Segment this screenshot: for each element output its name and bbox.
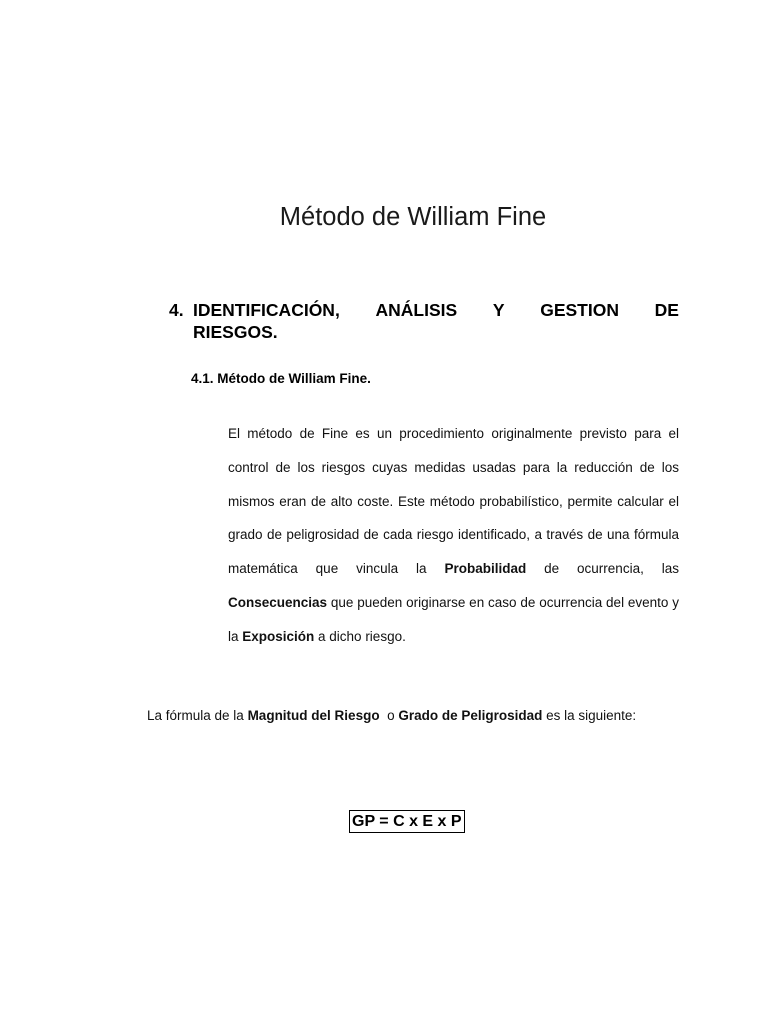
formula-box: GP = C x E x P bbox=[349, 810, 465, 833]
section-heading-line2: RIESGOS. bbox=[193, 322, 278, 342]
section-heading bbox=[169, 299, 679, 343]
paragraph-text: El método de Fine es un procedimiento originalmente previsto para el control de los riesgos cuyas medidas usadas para la reducción de los mismos eran de alto coste. Este método probabilístico, permite calcular el grado de peligrosidad de cada riesgo identificado, a través de una fórmula matemática que vincula la bbox=[228, 426, 679, 577]
subsection-heading: 4.1. Método de William Fine. bbox=[191, 371, 371, 386]
section-heading-line1 bbox=[193, 299, 679, 321]
paragraph-text: o bbox=[379, 708, 399, 723]
paragraph-text: que pueden originarse en caso de ocurrencia del evento y la bbox=[228, 594, 679, 644]
section-word: GESTION bbox=[540, 300, 619, 320]
exposicion-term: Exposición bbox=[242, 628, 315, 644]
page-title: Método de William Fine bbox=[279, 203, 547, 231]
paragraph-text: es la siguiente: bbox=[542, 708, 637, 723]
section-word: IDENTIFICACIÓN, bbox=[193, 300, 340, 320]
paragraph-text: La fórmula de la bbox=[147, 708, 248, 723]
section-number: 4. bbox=[169, 300, 184, 320]
section-word: ANÁLISIS bbox=[375, 300, 458, 320]
paragraph-text: de ocurrencia, las bbox=[526, 561, 679, 577]
section-word: Y bbox=[492, 300, 505, 320]
consecuencias-term: Consecuencias bbox=[228, 594, 328, 610]
probabilidad-term: Probabilidad bbox=[444, 561, 527, 577]
formula-intro-paragraph bbox=[147, 700, 679, 732]
section-word: DE bbox=[654, 300, 679, 320]
method-description-paragraph bbox=[228, 417, 679, 654]
paragraph-text: a dicho riesgo. bbox=[314, 628, 406, 644]
grado-peligrosidad-term: Grado de Peligrosidad bbox=[398, 708, 543, 723]
magnitud-riesgo-term: Magnitud del Riesgo bbox=[247, 708, 380, 723]
